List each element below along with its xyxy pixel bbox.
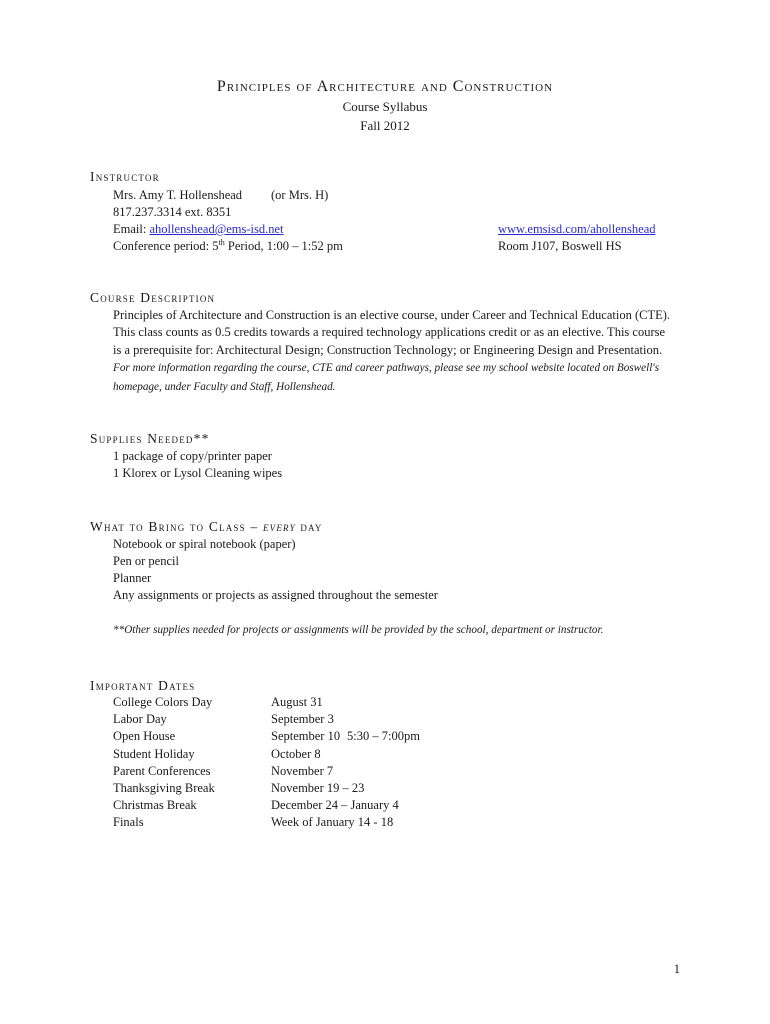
conference-time: Period, 1:00 – 1:52 pm: [227, 239, 343, 253]
supplies-footnote: **Other supplies needed for projects or assignments will be provided by the school, department or instructor.: [113, 624, 604, 636]
conference-period: [113, 239, 343, 254]
dates-heading: Important Dates: [90, 678, 196, 693]
bring-item: Planner: [113, 571, 152, 585]
description-heading: Course Description: [90, 290, 216, 305]
description-paragraph: [113, 307, 673, 396]
bring-item: Any assignments or projects as assigned throughout the semester: [113, 588, 438, 602]
date-value: November 19 – 23: [271, 780, 365, 795]
date-value: December 24 – January 4: [271, 798, 399, 813]
bring-heading-end: day: [295, 519, 323, 534]
email-link[interactable]: ahollenshead@ems-isd.net: [149, 222, 284, 236]
date-event: College Colors Day: [113, 695, 213, 709]
description-text: Principles of Architecture and Construction is an elective course, under Career and Technical Education (CTE). This class counts as 0.5 credits towards a required technology applications credit or as an elective. This course is a prerequisite for: Architectural Design; Construction Technology; or Engineering Design and Presentation.: [113, 308, 671, 357]
date-event: Christmas Break: [113, 798, 197, 813]
supply-item: 1 Klorex or Lysol Cleaning wipes: [113, 466, 283, 480]
bring-item: Notebook or spiral notebook (paper): [113, 537, 296, 551]
supplies-heading: Supplies Needed**: [90, 431, 210, 446]
website-line: [498, 222, 656, 237]
document-subtitle: Course Syllabus: [342, 99, 428, 114]
bring-item: Pen or pencil: [113, 554, 179, 568]
date-value: August 31: [271, 695, 323, 709]
date-value: Week of January 14 - 18: [271, 815, 394, 830]
conference-number: 5: [212, 239, 219, 253]
instructor-name: Mrs. Amy T. Hollenshead: [113, 188, 243, 202]
website-link[interactable]: www.emsisd.com/ahollenshead: [498, 222, 656, 236]
conference-suffix: th: [218, 237, 225, 247]
instructor-email-line: [113, 222, 284, 237]
supply-item: 1 package of copy/printer paper: [113, 449, 272, 463]
room-info: Room J107, Boswell HS: [498, 239, 622, 253]
instructor-phone: 817.237.3314 ext. 8351: [113, 205, 232, 219]
date-value: September 10: [271, 729, 341, 744]
date-time: 5:30 – 7:00pm: [347, 729, 420, 744]
bring-heading-text: What to Bring to Class –: [90, 519, 263, 534]
date-event: Open House: [113, 729, 176, 744]
document-title: Principles of Architecture and Construction: [216, 78, 554, 95]
document-term: Fall 2012: [360, 118, 410, 133]
instructor-heading: Instructor: [90, 169, 160, 184]
date-event: Parent Conferences: [113, 763, 211, 778]
bring-heading-emphasis: every: [262, 519, 296, 534]
conference-label: Conference period:: [113, 239, 210, 253]
date-value: September 3: [271, 712, 334, 727]
bring-heading: [90, 519, 323, 535]
email-label: Email:: [113, 222, 147, 236]
date-event: Finals: [113, 815, 144, 830]
date-event: Student Holiday: [113, 746, 195, 761]
date-event: Labor Day: [113, 712, 167, 727]
date-event: Thanksgiving Break: [113, 780, 215, 795]
date-value: November 7: [271, 763, 334, 778]
description-note: For more information regarding the course, CTE and career pathways, please see my school website located on Boswell's homepage, under Faculty and Staff, Hollenshead.: [113, 362, 660, 393]
date-value: October 8: [271, 746, 321, 761]
instructor-nickname: (or Mrs. H): [271, 188, 329, 202]
page-number: 1: [673, 962, 680, 976]
